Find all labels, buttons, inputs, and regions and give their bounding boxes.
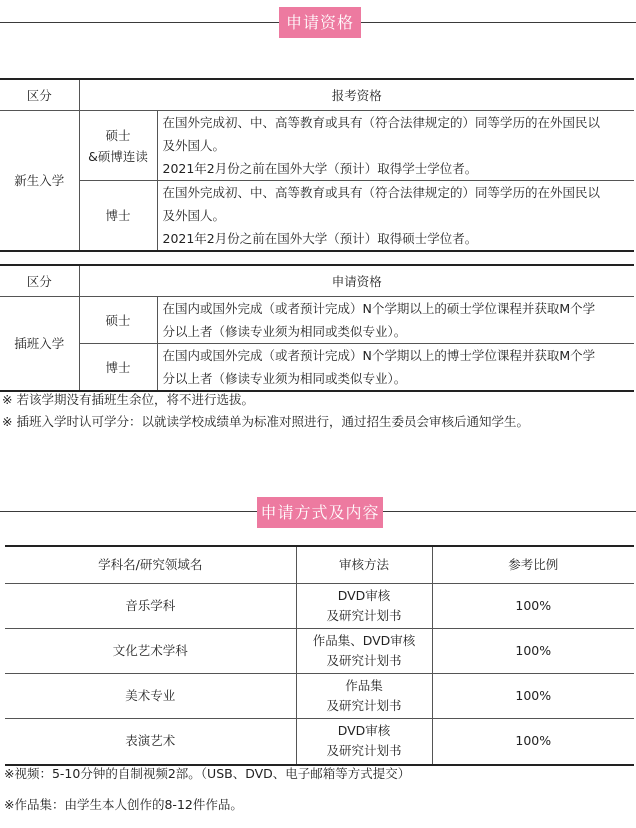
field-name: 表演艺术: [5, 719, 296, 765]
reference-ratio: 100%: [432, 584, 634, 629]
table-row: [0, 297, 634, 344]
table-row: [5, 719, 634, 765]
review-method: [296, 629, 432, 674]
field-name: 文化艺术学科: [5, 629, 296, 674]
text-line: 2021年2月份之前在国外大学（预计）取得硕士学位者。: [162, 231, 478, 246]
text-line: 在国内或国外完成（或者预计完成）N个学期以上的博士学位课程并获取M个学: [162, 348, 596, 363]
field-name: 音乐学科: [5, 584, 296, 629]
text-line: 作品集: [345, 678, 383, 693]
note-transfer-credit: ※ 插班入学时认可学分：以就读学校成绩单为标准对照进行，通过招生委员会审核后通知学生。: [2, 414, 529, 429]
group-label-transfer: 插班入学: [0, 297, 79, 392]
table-header-row: [0, 79, 634, 111]
reference-ratio: 100%: [432, 719, 634, 765]
sub-category-doctor: 博士: [79, 344, 157, 392]
text-line: DVD审核: [337, 588, 391, 603]
admission-eligibility-table: [0, 78, 634, 252]
transfer-eligibility-table: [0, 264, 634, 392]
field-name: 美术专业: [5, 674, 296, 719]
text-line: 作品集、DVD审核: [312, 633, 416, 648]
table-header-row: [0, 265, 634, 297]
sub-category-master: 硕士: [79, 297, 157, 344]
review-method: [296, 584, 432, 629]
text-line: 在国外完成初、中、高等教育或具有（符合法律规定的）同等学历的在外国民以: [162, 185, 601, 200]
section2-title: 申请方式及内容: [257, 497, 383, 528]
table-header-row: [5, 546, 634, 584]
table-row: [0, 181, 634, 252]
text-line: 及研究计划书: [326, 698, 402, 713]
text-line: 及研究计划书: [326, 608, 402, 623]
sub-category-master: [79, 111, 157, 181]
text-line: 在国内或国外完成（或者预计完成）N个学期以上的硕士学位课程并获取M个学: [162, 301, 596, 316]
table-row: [0, 111, 634, 181]
reference-ratio: 100%: [432, 629, 634, 674]
qualification-text: [157, 181, 634, 252]
review-method: [296, 674, 432, 719]
qualification-text: [157, 111, 634, 181]
section1-title: 申请资格: [279, 7, 361, 38]
qualification-text: [157, 297, 634, 344]
header-ratio: 参考比例: [432, 546, 634, 584]
sub-category-doctor: 博士: [79, 181, 157, 252]
note-video: ※视频：5-10分钟的自制视频2部。（USB、DVD、电子邮箱等方式提交）: [4, 766, 411, 781]
note-transfer-vacancy: ※ 若该学期没有插班生余位，将不进行选拔。: [2, 392, 254, 407]
text-line: 及研究计划书: [326, 653, 402, 668]
sub-category-line: &硕博连读: [88, 148, 148, 164]
group-label-new-student: 新生入学: [0, 111, 79, 252]
text-line: 及外国人。: [162, 208, 226, 223]
reference-ratio: 100%: [432, 674, 634, 719]
text-line: 分以上者（修读专业须为相同或类似专业）。: [162, 324, 407, 339]
text-line: 及研究计划书: [326, 743, 402, 759]
header-field: 学科名/研究领域名: [5, 546, 296, 584]
application-method-table: [5, 545, 634, 766]
review-method: [296, 719, 432, 765]
text-line: DVD审核: [337, 723, 391, 739]
header-method: 审核方法: [296, 546, 432, 584]
qualification-text: [157, 344, 634, 392]
text-line: 在国外完成初、中、高等教育或具有（符合法律规定的）同等学历的在外国民以: [162, 115, 601, 130]
text-line: 及外国人。: [162, 138, 226, 153]
text-line: 分以上者（修读专业须为相同或类似专业）。: [162, 371, 407, 386]
header-category: 区分: [0, 79, 79, 111]
table-row: [5, 629, 634, 674]
table-row: [5, 674, 634, 719]
header-qualification: 申请资格: [79, 265, 634, 297]
note-portfolio: ※作品集：由学生本人创作的8-12件作品。: [4, 797, 243, 812]
table-row: [5, 584, 634, 629]
header-qualification: 报考资格: [79, 79, 634, 111]
sub-category-line: 硕士: [105, 127, 131, 143]
text-line: 2021年2月份之前在国外大学（预计）取得学士学位者。: [162, 161, 478, 176]
header-category: 区分: [0, 265, 79, 297]
table-row: [0, 344, 634, 392]
